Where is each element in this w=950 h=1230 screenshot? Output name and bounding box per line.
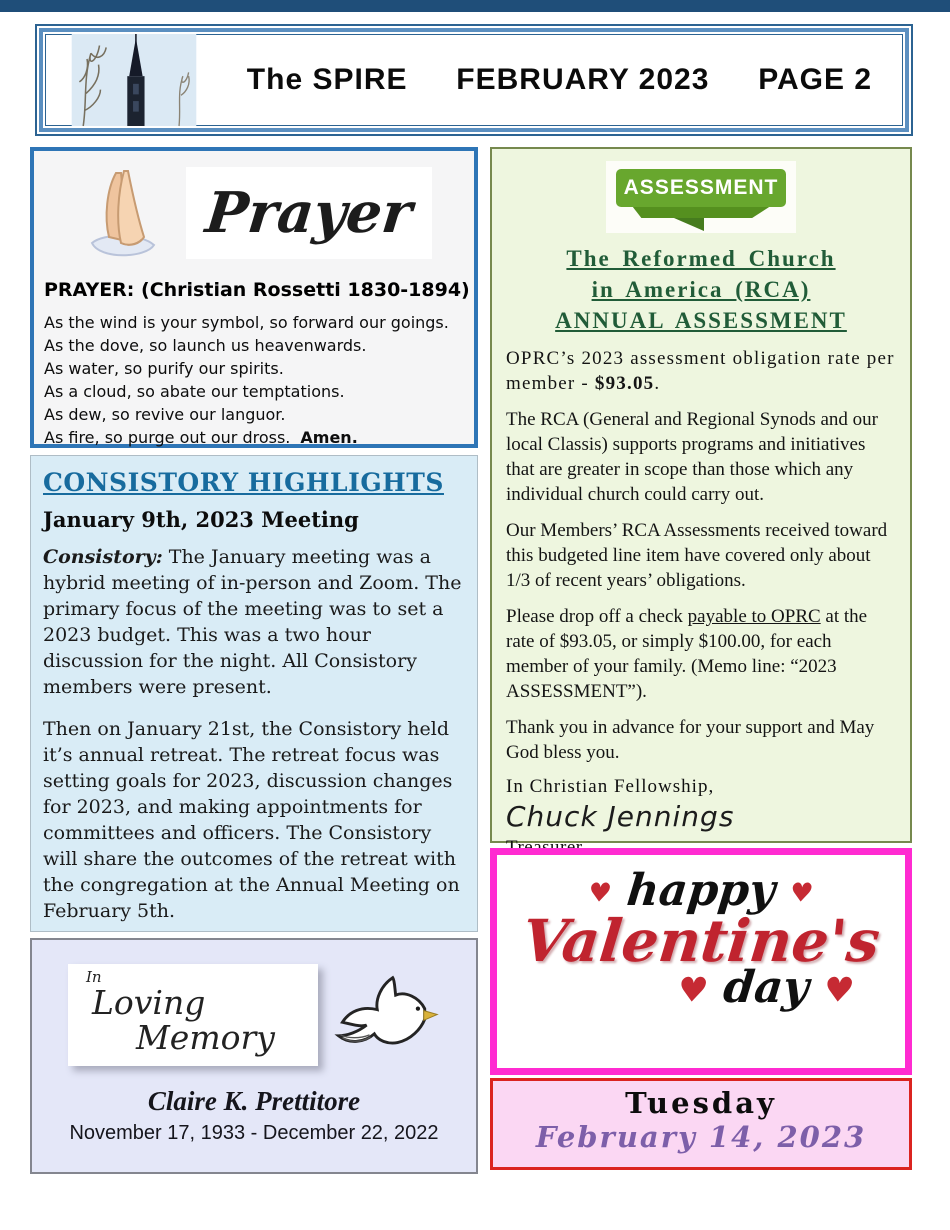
consistory-paragraph-1: Consistory: The January meeting was a hybrid meeting of in-person and Zoom. The primary focus of the meeting was to set a 2023 budget. This was a two hour discussion for the night. All Consistory members were present. — [43, 546, 462, 698]
assessment-section — [490, 147, 912, 843]
date-label: February 14, 2023 — [535, 1120, 867, 1154]
praying-hands-image — [74, 163, 170, 263]
assessment-paragraph-rate: OPRC’s 2023 assessment obligation rate per member - $93.05. — [506, 348, 895, 394]
prayer-line: As water, so purify our spirits. — [44, 359, 284, 378]
heart-icon: ♥ — [788, 878, 815, 909]
page-number: PAGE 2 — [758, 63, 872, 96]
amen-text: Amen. — [300, 428, 358, 447]
valentines-date-box — [490, 1078, 912, 1170]
prayer-line: As dew, so revive our languor. — [44, 405, 286, 424]
assessment-heading-line1: The Reformed Church — [566, 246, 836, 271]
consistory-highlights-section — [30, 455, 478, 932]
payable-to-oprc-underline: payable to OPRC — [687, 606, 821, 627]
assessment-paragraph-rca: The RCA (General and Regional Synods and our local Classis) supports programs and initiatives that are greater in scope than those which any individual church could carry out. — [506, 409, 879, 505]
ribbon-fold-shape — [674, 218, 704, 231]
memorial-name: Claire K. Prettitore — [147, 1086, 361, 1116]
treasurer-signature: Chuck Jennings — [506, 800, 735, 833]
ribbon-tail-shape — [630, 207, 772, 218]
memorial-section — [30, 938, 478, 1174]
assessment-paragraph-coverage: Our Members’ RCA Assessments received toward this budgeted line item have covered only about 1/3 of recent years’ obligations. — [506, 520, 888, 591]
prayer-section — [30, 147, 478, 448]
memory-word-memory: Memory — [136, 1018, 275, 1057]
assessment-ribbon-label: ASSESSMENT — [616, 169, 786, 207]
valentine-word-happy: happy — [624, 865, 778, 916]
closing-salutation: In Christian Fellowship, — [506, 776, 715, 797]
prayer-script-word: Prayer — [202, 180, 416, 246]
prayer-line: As fire, so purge out our dross. Amen. — [44, 428, 358, 447]
prayer-script-image — [186, 167, 432, 259]
in-loving-memory-card — [68, 964, 318, 1066]
assessment-paragraph-check: Please drop off a check payable to OPRC at the rate of $93.05, or simply $100.00, for each member of your family. (Memo line: “2023 ASSESSMENT”). — [506, 606, 868, 702]
assessment-badge — [606, 161, 796, 233]
consistory-paragraph-2: Then on January 21st, the Consistory held it’s annual retreat. The retreat focus was setting goals for 2023, discussion changes for 2023, and making appointments for committees and officers. The Consistory will share the outcomes of the retreat with the congregation at the Annual Meeting on February 5th. — [43, 718, 460, 922]
weekday-label: Tuesday — [625, 1086, 777, 1120]
assessment-heading — [506, 243, 896, 336]
dove-icon — [330, 968, 440, 1060]
prayer-line: As the wind is your symbol, so forward our goings. — [44, 313, 449, 332]
assessment-heading-line3: ANNUAL ASSESSMENT — [555, 308, 847, 333]
heart-icon: ♥ — [675, 970, 711, 1011]
valentine-word-day: day — [721, 962, 812, 1013]
memory-word-loving: Loving — [92, 983, 206, 1022]
valentine-line-day — [494, 964, 907, 1015]
prayer-line: As a cloud, so abate our temptations. — [44, 382, 345, 401]
newsletter-masthead — [35, 24, 913, 136]
prayer-text — [44, 311, 478, 449]
memory-word-in: In — [86, 968, 102, 986]
newsletter-title: The SPIRE — [246, 63, 408, 96]
assessment-heading-line2: in America (RCA) — [591, 277, 811, 302]
church-steeple-photo — [70, 34, 198, 126]
issue-date: FEBRUARY 2023 — [456, 63, 710, 96]
prayer-line: As the dove, so launch us heavenwards. — [44, 336, 367, 355]
valentine-word-valentines: Valentine's — [519, 907, 883, 975]
consistory-lead-word: Consistory: — [43, 546, 163, 568]
page-top-rule — [0, 0, 950, 12]
prayer-attribution-heading: PRAYER: (Christian Rossetti 1830-1894) — [44, 279, 470, 301]
valentine-graphic — [490, 848, 912, 1075]
heart-icon: ♥ — [821, 970, 857, 1011]
heart-icon: ♥ — [586, 878, 614, 909]
consistory-meeting-subheading: January 9th, 2023 Meeting — [43, 507, 359, 532]
consistory-heading: CONSISTORY HIGHLIGHTS — [43, 468, 444, 497]
memorial-dates: November 17, 1933 - December 22, 2022 — [69, 1122, 439, 1144]
assessment-paragraph-thanks: Thank you in advance for your support and May God bless you. — [506, 717, 875, 763]
rate-amount: $93.05 — [594, 373, 655, 394]
